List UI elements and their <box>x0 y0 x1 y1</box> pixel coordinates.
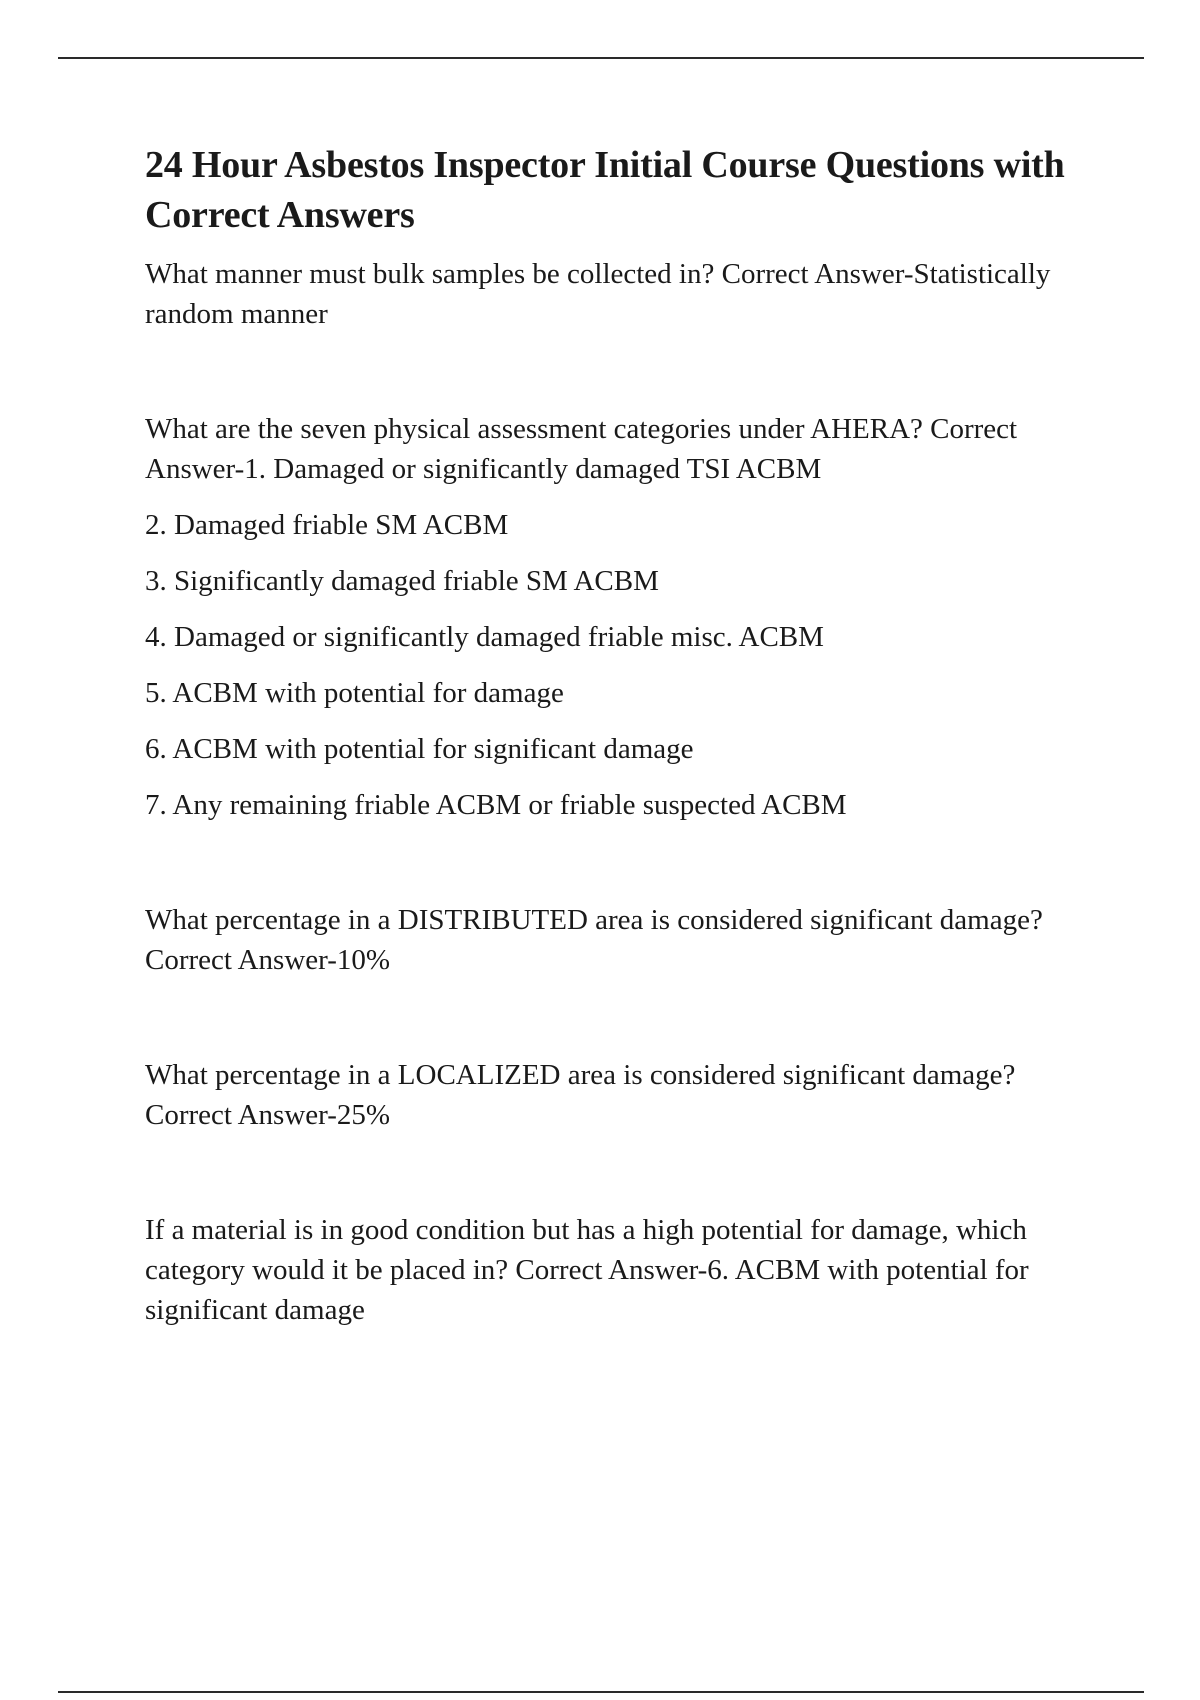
spacer <box>145 980 1085 1055</box>
qa-item-2: What are the seven physical assessment categories under AHERA? Correct Answer-1. Damaged or significantly damaged TSI ACBM <box>145 413 1018 485</box>
top-rule <box>58 57 1144 59</box>
category-item: 3. Significantly damaged friable SM ACBM <box>145 565 659 597</box>
qa-item-4: What percentage in a LOCALIZED area is considered significant damage? Correct Answer-25% <box>145 1059 1016 1131</box>
qa-item-3: What percentage in a DISTRIBUTED area is considered significant damage? Correct Answer-10% <box>145 904 1043 976</box>
bottom-rule <box>58 1691 1144 1693</box>
spacer <box>145 1135 1085 1210</box>
document-title: 24 Hour Asbestos Inspector Initial Course Questions with Correct Answers <box>145 144 1065 236</box>
spacer <box>145 334 1085 409</box>
category-item: 5. ACBM with potential for damage <box>145 677 564 709</box>
spacer <box>145 825 1085 900</box>
category-item: 7. Any remaining friable ACBM or friable suspected ACBM <box>145 789 847 821</box>
qa-item-1: What manner must bulk samples be collected in? Correct Answer-Statistically random manner <box>145 258 1051 330</box>
qa-item-5: If a material is in good condition but has a high potential for damage, which category would it be placed in? Correct Answer-6. ACBM with potential for significant damage <box>145 1214 1029 1326</box>
category-item: 6. ACBM with potential for significant damage <box>145 733 694 765</box>
document-body <box>145 140 1085 1330</box>
category-item: 4. Damaged or significantly damaged friable misc. ACBM <box>145 621 824 653</box>
category-item: 2. Damaged friable SM ACBM <box>145 509 509 541</box>
